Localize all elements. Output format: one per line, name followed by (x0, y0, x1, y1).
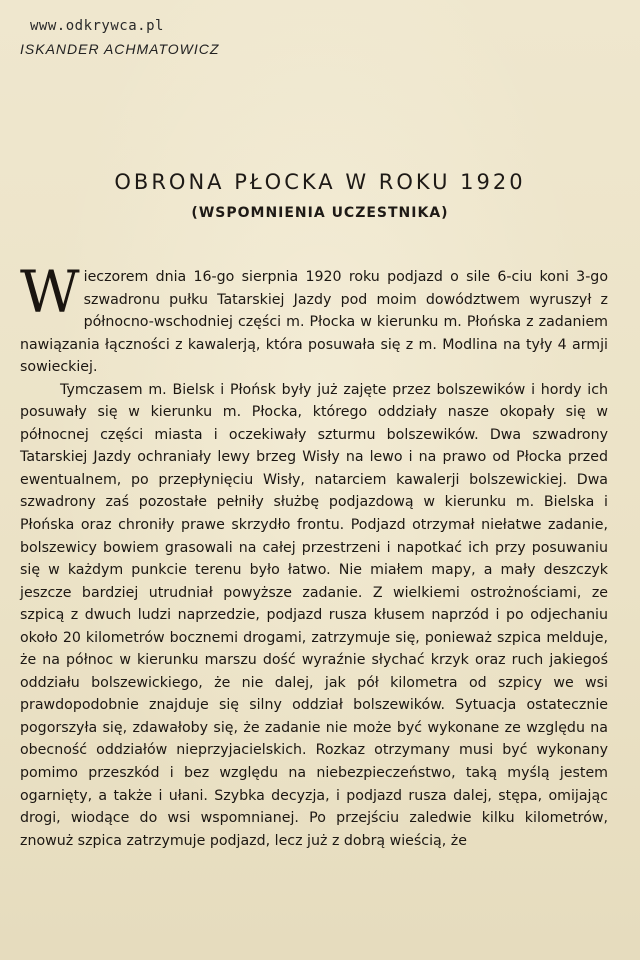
watermark-url: www.odkrywca.pl (30, 18, 164, 34)
article-body (20, 258, 608, 852)
paragraph-1 (20, 258, 608, 379)
paragraph-1-text: ieczorem dnia 16-go sierpnia 1920 roku podjazd o sile 6-ciu koni 3-go szwadronu pułku Tatarskiej Jazdy pod moim dowództwem wyruszył z północno-wschodniej części m. Płocka w kierunku m. Płońska z zadaniem nawiązania łączności z kawalerją, która posuwała się z m. Modlina na tyły 4 armji sowieckiej. (20, 269, 608, 376)
article-subtitle: (WSPOMNIENIA UCZESTNIKA) (191, 205, 449, 221)
article-title: OBRONA PŁOCKA W ROKU 1920 (114, 170, 526, 194)
running-header-author: ISKANDER ACHMATOWICZ (20, 41, 220, 57)
drop-cap: W (20, 258, 80, 326)
paragraph-2: Tymczasem m. Bielsk i Płońsk były już zajęte przez bolszewików i hordy ich posuwały się w kierunku m. Płocka, którego oddziały nasze okopały się w północnej części miasta i oczekiwały szturmu bolszewików. Dwa szwadrony Tatarskiej Jazdy ochraniały lewy brzeg Wisły na lewo i na prawo od Płocka przed ewentualnem, po przepłynięciu Wisły, natarciem kawalerji bolszewickiej. Dwa szwadrony zaś pozostałe pełniły służbę podjazdową w kierunku m. Bielska i Płońska oraz chroniły prawe skrzydło frontu. Podjazd otrzymał niełatwe zadanie, bolszewicy bowiem grasowali na całej przestrzeni i napotkać ich przy posuwaniu się w każdym punkcie terenu było łatwo. Nie miałem mapy, a mały deszczyk jeszcze bardziej utrudniał powyższe zadanie. Z wielkiemi ostrożnościami, ze szpicą z dwuch ludzi naprzedzie, podjazd rusza kłusem naprzód i po odjechaniu około 20 kilometrów bocznemi drogami, zatrzymuje się, ponieważ szpica melduje, że na północ w kierunku marszu dość wyraźnie słychać krzyk oraz ruch jakiegoś oddziału bolszewickiego, że nie dalej, jak pół kilometra od szpicy we wsi prawdopodobnie znajduje się silny oddział bolszewików. Sytuacja ostatecznie pogorszyła się, zdawałoby się, że zadanie nie może być wykonane ze względu na obecność oddziałów nieprzyjacielskich. Rozkaz otrzymany musi być wykonany pomimo przeszkód i bez względu na niebezpieczeństwo, taką myślą jestem ogarnięty, a także i ułani. Szybka decyzja, i podjazd rusza dalej, stępa, omijając drogi, wiodące do wsi wspomnianej. Po przejściu zaledwie kilku kilometrów, znowuż szpica zatrzymuje podjazd, lecz już z dobrą wieścią, że (20, 381, 608, 849)
